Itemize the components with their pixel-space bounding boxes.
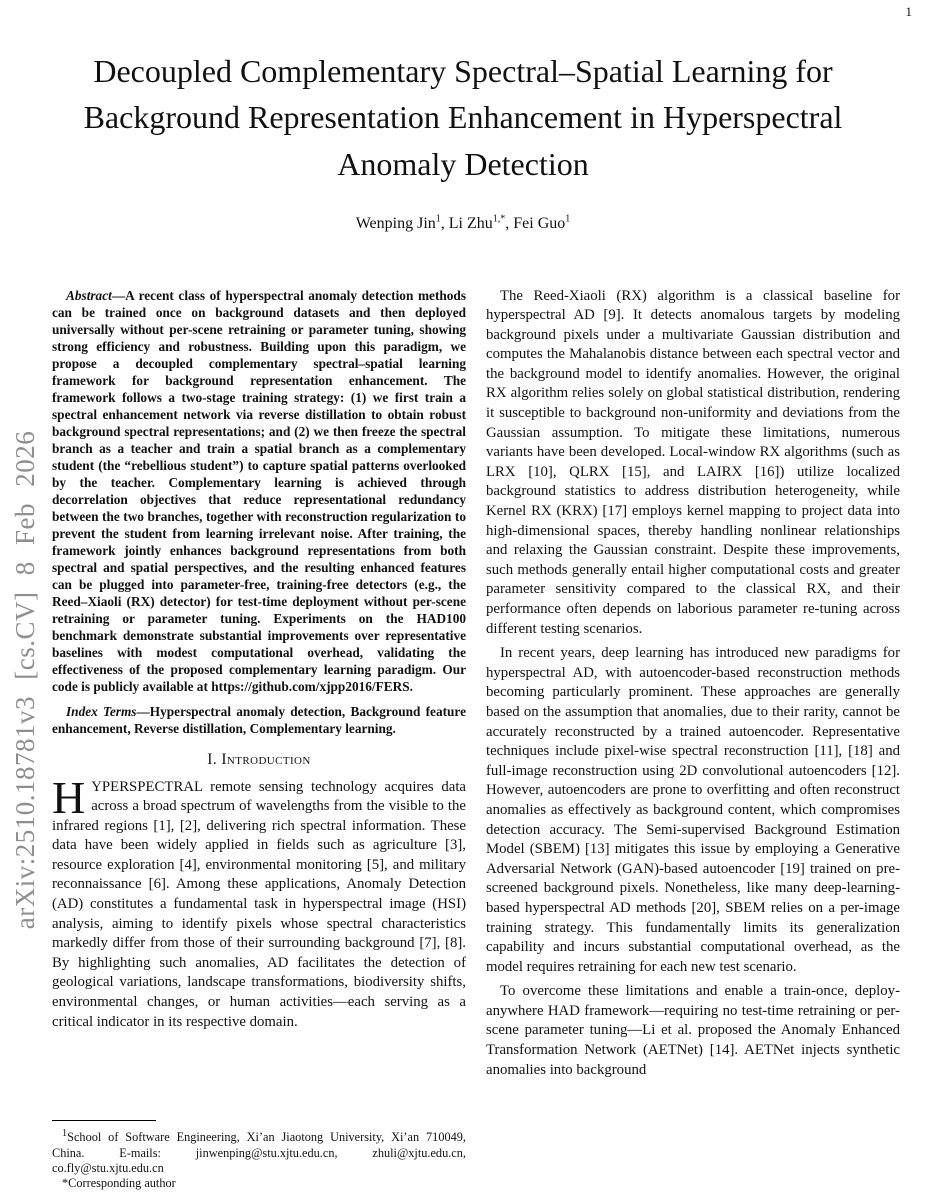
introduction-paragraph	[52, 771, 466, 1033]
author-2	[449, 215, 514, 232]
author-1-name: Wenping Jin	[355, 214, 436, 232]
left-column	[52, 287, 466, 1191]
author-3-affiliation-mark: 1	[565, 213, 571, 225]
footnote-block	[52, 1120, 466, 1190]
author-2-affiliation-mark: 1,*	[492, 213, 506, 225]
page-number: 1	[905, 4, 912, 19]
paragraph-aetnet: To overcome these limitations and enable a train-once, deploy-anywhere HAD framework—requiring no test-time retraining or per-scene parameter tuning—Li et al. proposed the Anomaly Enhanced Transformation Network (AETNet) [14]. AETNet injects synthetic anomalies into background	[486, 983, 900, 1078]
dropcap-letter: H	[52, 771, 86, 823]
footnote-marker: 1	[62, 1128, 68, 1140]
abstract-label: Abstract	[66, 287, 112, 303]
author-2-name: Li Zhu	[448, 214, 493, 232]
abstract-text: —A recent class of hyperspectral anomaly detection methods can be trained once on background datasets and then deployed universally without per-scene retraining or parameter tuning, showing strong efficiency and robustness. Building upon this paradigm, we propose a decoupled complementary spectral–spatial learning framework for background representation enhancement. The framework follows a two-stage training strategy: (1) we first train a spectral enhancement network via reverse distillation to obtain robust background spectral representations; and (2) we then freeze the spectral branch as a teacher and train a spatial branch as a complementary student (the “rebellious student”) to capture spatial patterns overlooked by the teacher. Complementary learning is achieved through decorrelation objectives that reduce representational redundancy between the two branches, together with reconstruction regularization to prevent the student from learning irrelevant noise. After training, the framework jointly enhances background representations from both spectral and spatial perspectives, and the resulting enhanced features can be plugged into parameter-free, training-free detectors (e.g., the Reed–Xiaoli (RX) detector) for test-time deployment without per-scene retraining or parameter tuning. Experiments on the HAD100 benchmark demonstrate substantial improvements over representative baselines with modest computational overhead, validating the effectiveness of the proposed complementary learning paradigm. Our code is publicly available at	[52, 287, 466, 694]
abstract-period: .	[409, 678, 413, 694]
right-column	[486, 287, 900, 1191]
paragraph-deep-learning: In recent years, deep learning has introduced new paradigms for hyperspectral AD, with autoencoder-based reconstruction methods becoming particularly prominent. These approaches are generally based on the assumption that anomalies, due to their rarity, cannot be accurately reconstructed by a trained autoencoder. Representative techniques include pixel-wise spectral reconstruction [11], [18] and full-image reconstruction using 2D convolutional autoencoders [12]. However, autoencoders are prone to overfitting and often reconstruct anomalies as effectively as background content, which compromises detection accuracy. The Semi-supervised Background Estimation Model (SBEM) [13] mitigates this issue by employing a Generative Adversarial Network (GAN)-based autoencoder [19] trained on pre-screened background pixels. Nonetheless, like many deep-learning-based hyperspectral AD methods [20], SBEM relies on a per-image training strategy. This fundamentally limits its generalization capability and incurs substantial computational overhead, as the model requires retraining for each new test scenario.	[486, 645, 900, 975]
authors-line	[0, 213, 926, 232]
index-terms	[52, 703, 466, 737]
corresponding-author-note: *Corresponding author	[62, 1175, 176, 1190]
paper-title: Decoupled Complementary Spectral–Spatial Learning for Background Representation Enhancement in Hyperspectral Anomaly Detection	[83, 53, 843, 182]
page-header	[0, 0, 926, 233]
footnote-rule	[52, 1120, 156, 1121]
code-repository-url[interactable]: https://github.com/xjpp2016/FERS	[211, 678, 410, 694]
index-terms-text: —Hyperspectral anomaly detection, Background feature enhancement, Reverse distillation, Complementary learning.	[52, 703, 466, 736]
affiliation-text: School of Software Engineering, Xi’an Jiaotong University, Xi’an 710049, China. E-mails: jinwenping@stu.xjtu.edu.cn, zhuli@xjtu.edu.cn, co.fly@stu.xjtu.edu.cn	[52, 1130, 466, 1175]
author-1-affiliation-mark: 1	[435, 213, 441, 225]
author-separator: ,	[505, 214, 514, 232]
author-3	[513, 215, 570, 232]
affiliation-footnote	[52, 1126, 466, 1175]
arxiv-watermark: arXiv:2510.18781v3 [cs.CV] 8 Feb 2026	[10, 430, 40, 930]
introduction-text: YPERSPECTRAL remote sensing technology acquires data across a broad spectrum of wavelengths from the visible to the infrared regions [1], [2], delivering rich spectral information. These data have been widely applied in fields such as agriculture [3], resource exploration [4], environmental monitoring [5], and military reconnaissance [6]. Among these applications, Anomaly Detection (AD) constitutes a fundamental task in hyperspectral image (HSI) analysis, aiming to identify pixels whose spectral characteristics markedly differ from those of their surrounding background [7], [8]. By highlighting such anomalies, AD facilitates the detection of geological variations, landscape transformations, biodiversity shifts, environmental changes, or human activities—each serving as a critical indicator in its respective domain.	[52, 778, 466, 1030]
author-3-name: Fei Guo	[513, 214, 566, 232]
author-separator: ,	[440, 214, 449, 232]
paragraph-rx-baseline: The Reed-Xiaoli (RX) algorithm is a classical baseline for hyperspectral AD [9]. It detects anomalous targets by modeling background pixels under a multivariate Gaussian distribution and computes the Mahalanobis distance between each spectral vector and the background model to identify anomalies. However, the original RX algorithm relies solely on global statistical distribution, rendering it susceptible to background non-uniformity and deviations from the Gaussian assumption. To mitigate these limitations, numerous variants have been developed. Local-window RX algorithms (such as LRX [10], QLRX [15], and LAIRX [16]) utilize localized background statistics to address distribution heterogeneity, while Kernel RX (KRX) [17] employs kernel mapping to project data into high-dimensional spaces, thereby handling nonlinear relationships and relaxing the Gaussian constraint. Despite these improvements, such methods generally entail higher computational costs and greater parameter sensitivity compared to the classical RX, and their performance often depends on laborious parameter re-tuning across different testing scenarios.	[486, 287, 900, 637]
author-1	[356, 215, 449, 232]
abstract	[52, 287, 466, 695]
two-column-body	[52, 287, 900, 1191]
section-heading-introduction: I. Introduction	[207, 750, 311, 768]
index-terms-label: Index Terms	[66, 703, 137, 719]
